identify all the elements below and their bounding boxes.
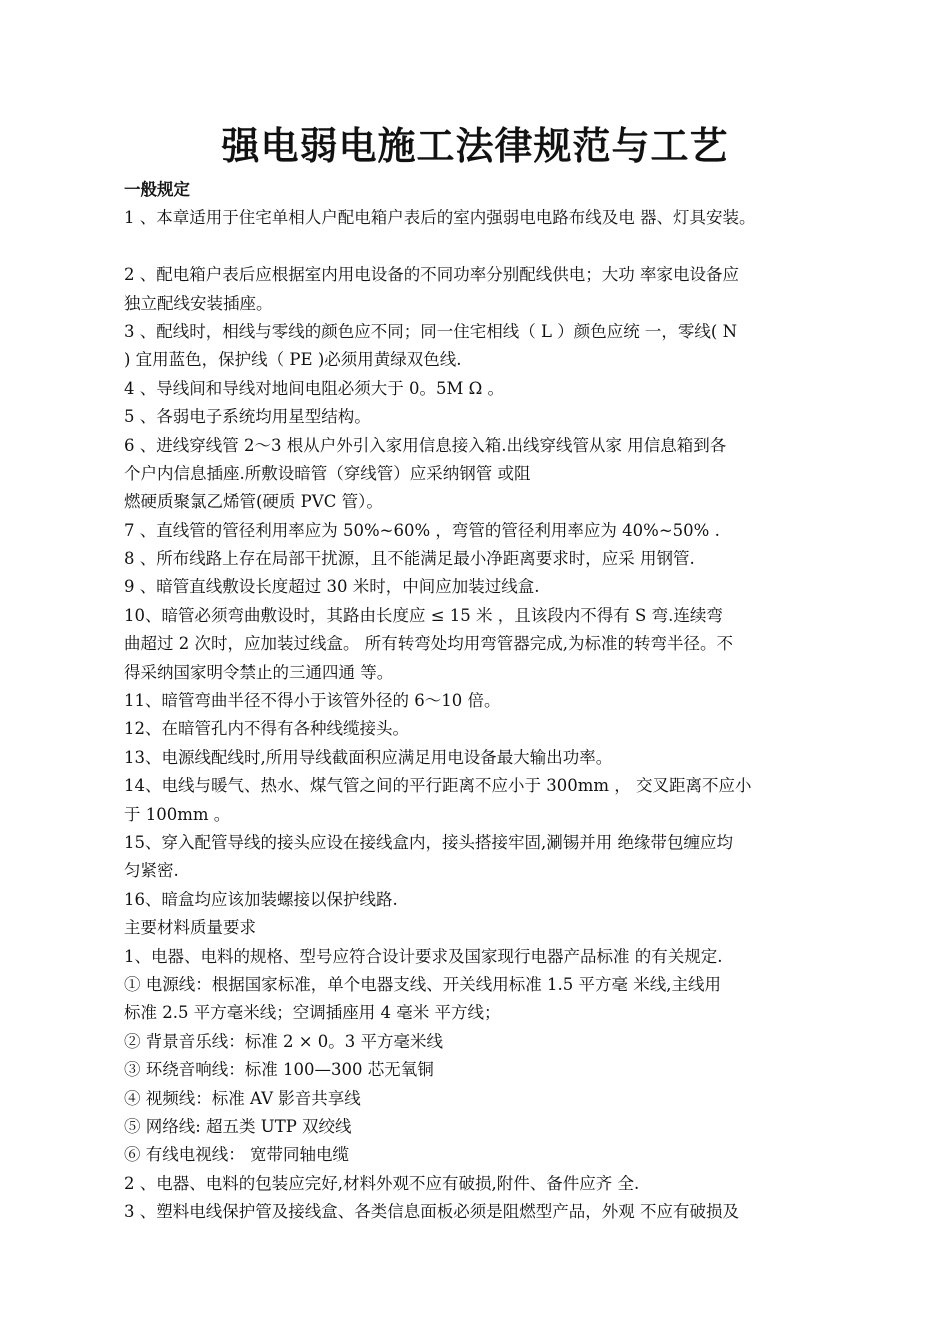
document-title: 强电弱电施工法律规范与工艺 xyxy=(221,124,729,168)
document-body xyxy=(124,176,864,1226)
text-line: 8 、所布线路上存在局部干扰源，且不能满足最小净距离要求时，应采 用钢管. xyxy=(124,549,695,569)
text-line: 3 、配线时，相线与零线的颜色应不同；同一住宅相线（ L ）颜色应统 一，零线( N xyxy=(124,321,738,341)
text-line: 14、电线与暖气、热水、煤气管之间的平行距离不应小于 300mm ， 交叉距离不应小 xyxy=(124,776,752,796)
text-line: ④ 视频线：标准 AV 影音共享线 xyxy=(124,1088,361,1108)
text-line: ① 电源线：根据国家标准，单个电器支线、开关线用标准 1.5 平方毫 米线,主线用 xyxy=(124,974,721,994)
text-line: 燃硬质聚氯乙烯管(硬质 PVC 管）。 xyxy=(124,492,383,512)
text-line: 12、在暗管孔内不得有各种线缆接头。 xyxy=(124,719,409,739)
text-line: 标准 2.5 平方毫米线；空调插座用 4 毫米 平方线； xyxy=(124,1003,501,1023)
text-line: ③ 环绕音响线：标准 100—300 芯无氧铜 xyxy=(124,1060,434,1080)
text-line: ⑥ 有线电视线： 宽带同轴电缆 xyxy=(124,1145,349,1165)
text-line: 匀紧密. xyxy=(124,861,179,881)
text-line: ⑤ 网络线: 超五类 UTP 双绞线 xyxy=(124,1116,352,1136)
blank-line xyxy=(124,233,864,261)
text-line: ) 宜用蓝色，保护线（ PE )必须用黄绿双色线. xyxy=(124,350,462,370)
section-heading: 一般规定 xyxy=(124,180,190,199)
text-line: 16、暗盒均应该加装螺接以保护线路. xyxy=(124,889,398,909)
text-line: 6 、进线穿线管 2～3 根从户外引入家用信息接入箱.出线穿线管从家 用信息箱到各 xyxy=(124,435,727,455)
text-line: 3 、塑料电线保护管及接线盒、各类信息面板必须是阻燃型产品，外观 不应有破损及 xyxy=(124,1202,739,1222)
text-line: ② 背景音乐线：标准 2 × 0。3 平方毫米线 xyxy=(124,1031,444,1051)
text-line: 9 、暗管直线敷设长度超过 30 米时，中间应加装过线盒. xyxy=(124,577,540,597)
text-line: 11、暗管弯曲半径不得小于该管外径的 6～10 倍。 xyxy=(124,691,501,711)
text-line: 主要材料质量要求 xyxy=(124,918,256,938)
text-line: 1、电器、电料的规格、型号应符合设计要求及国家现行电器产品标准 的有关规定. xyxy=(124,946,723,966)
text-line: 2 、配电箱户表后应根据室内用电设备的不同功率分别配线供电；大功 率家电设备应 xyxy=(124,265,739,285)
text-line: 2 、电器、电料的包装应完好,材料外观不应有破损,附件、备件应齐 全. xyxy=(124,1173,640,1193)
text-line: 得采纳国家明令禁止的三通四通 等。 xyxy=(124,662,394,682)
text-line: 4 、导线间和导线对地间电阻必须大于 0。5M Ω 。 xyxy=(124,378,505,398)
text-line: 5 、各弱电子系统均用星型结构。 xyxy=(124,407,371,427)
text-line: 15、穿入配管导线的接头应设在接线盒内，接头搭接牢固,涮锡并用 绝缘带包缠应均 xyxy=(124,832,733,852)
text-line: 曲超过 2 次时，应加装过线盒。 所有转弯处均用弯管器完成,为标准的转弯半径。不 xyxy=(124,634,733,654)
text-line: 13、电源线配线时,所用导线截面积应满足用电设备最大输出功率。 xyxy=(124,747,613,767)
text-line: 个户内信息插座.所敷设暗管（穿线管）应采纳钢管 或阻 xyxy=(124,463,531,483)
text-line: 7 、直线管的管径利用率应为 50%~60% ，弯管的管径利用率应为 40%~50% . xyxy=(124,520,720,540)
text-line: 独立配线安装插座。 xyxy=(124,293,273,313)
text-line: 10、暗管必须弯曲敷设时，其路由长度应 ≤ 15 米 ，且该段内不得有 S 弯.连续弯 xyxy=(124,605,723,625)
text-line: 于 100mm 。 xyxy=(124,804,231,824)
text-line: 1 、本章适用于住宅单相人户配电箱户表后的室内强弱电电路布线及电 器、灯具安装。 xyxy=(124,208,756,228)
